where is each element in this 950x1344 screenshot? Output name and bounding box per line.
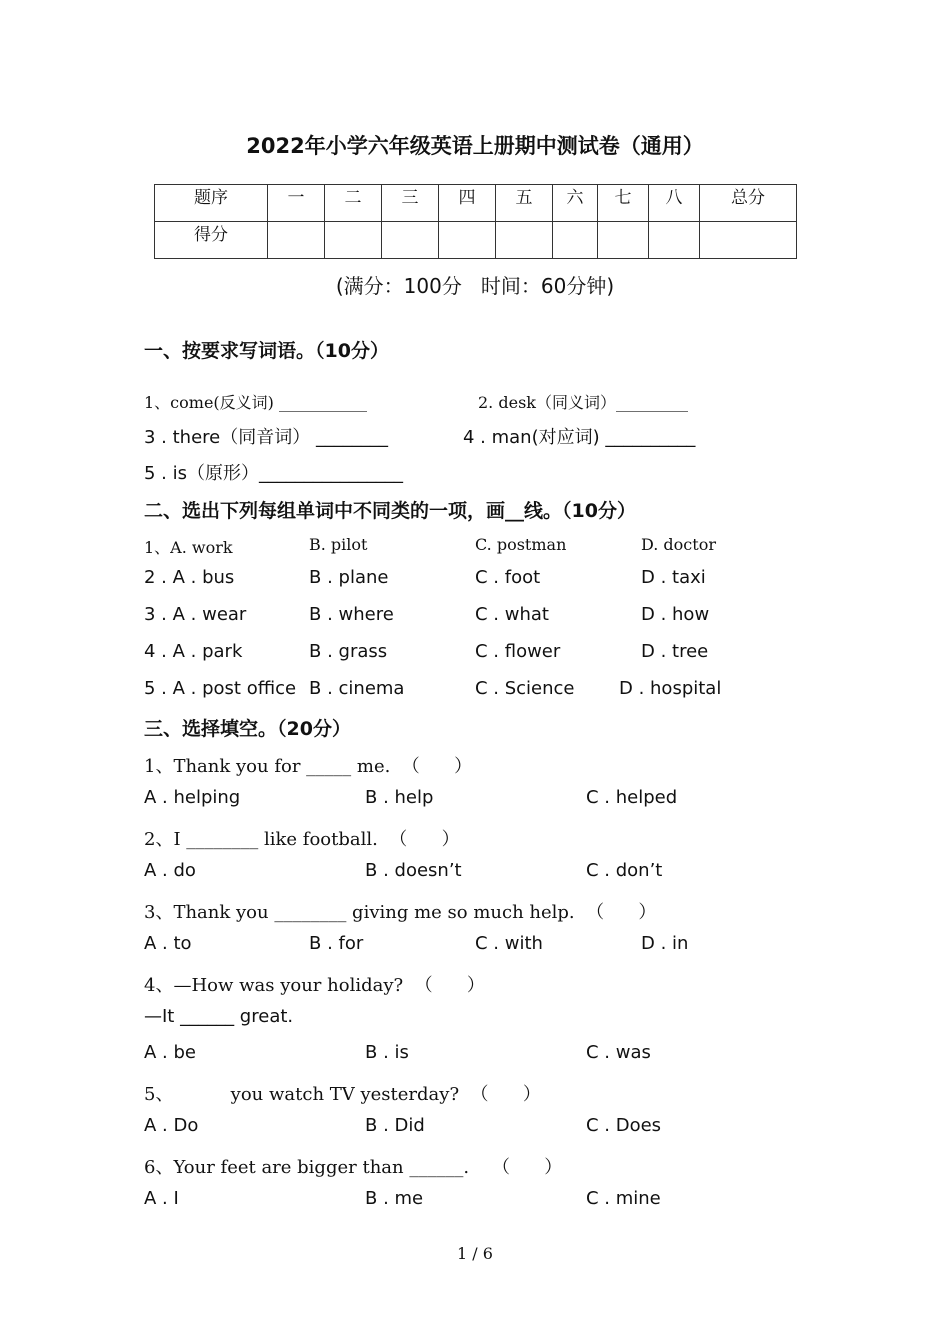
option: C . was <box>586 1042 651 1063</box>
question-line: 4 . man(对应词) __________ <box>463 427 696 448</box>
question-line: 5 . is（原形）________________ <box>144 463 403 484</box>
section-heading: 二、选出下列每组单词中不同类的一项，画__线。（10分） <box>144 500 636 522</box>
option: D . in <box>641 933 689 954</box>
page-number: 1 / 6 <box>457 1244 493 1263</box>
option: B . me <box>365 1188 424 1209</box>
option: A . Do <box>144 1115 199 1136</box>
option: C . helped <box>586 787 678 808</box>
table-cell: 三 <box>382 185 439 222</box>
score-input-cell[interactable] <box>700 222 797 259</box>
table-cell: 得分 <box>155 222 268 259</box>
score-input-cell[interactable] <box>496 222 553 259</box>
option: B . help <box>365 787 434 808</box>
score-input-cell[interactable] <box>553 222 598 259</box>
option: A . helping <box>144 787 241 808</box>
option: C . foot <box>475 567 541 588</box>
table-cell: 五 <box>496 185 553 222</box>
option: A . I <box>144 1188 179 1209</box>
option: B . doesn’t <box>365 860 462 881</box>
table-cell: 总分 <box>700 185 797 222</box>
option: B . is <box>365 1042 409 1063</box>
question-line: 2、I ________ like football. （ ） <box>144 829 460 850</box>
option: D . taxi <box>641 567 706 588</box>
question-line: 2. desk（同义词）_________ <box>478 393 688 412</box>
table-row <box>155 185 797 222</box>
option: C. postman <box>475 535 567 554</box>
question-line: 4、—How was your holiday? （ ） <box>144 975 485 996</box>
score-input-cell[interactable] <box>268 222 325 259</box>
exam-info: (满分：100分 时间：60分钟) <box>335 274 615 298</box>
option: 5 . A . post office <box>144 678 297 699</box>
option: C . mine <box>586 1188 661 1209</box>
option: 2 . A . bus <box>144 567 235 588</box>
question-line: 3、Thank you ________ giving me so much help. （ ） <box>144 902 657 923</box>
option: C . what <box>475 604 549 625</box>
question-line: 6、Your feet are bigger than ______. （ ） <box>144 1157 563 1178</box>
section-heading: 一、按要求写词语。（10分） <box>144 340 389 362</box>
score-input-cell[interactable] <box>649 222 700 259</box>
option: C . don’t <box>586 860 663 881</box>
table-row <box>155 222 797 259</box>
question-line: 5、 you watch TV yesterday? （ ） <box>144 1084 541 1105</box>
option: A . do <box>144 860 196 881</box>
option: 1、A. work <box>144 538 233 557</box>
score-input-cell[interactable] <box>598 222 649 259</box>
score-input-cell[interactable] <box>382 222 439 259</box>
table-cell: 六 <box>553 185 598 222</box>
option: B . grass <box>309 641 388 662</box>
option: 4 . A . park <box>144 641 243 662</box>
score-table <box>154 184 797 259</box>
option: B. pilot <box>309 535 368 554</box>
option: B . plane <box>309 567 389 588</box>
question-line: 3 . there（同音词） ________ <box>144 427 388 448</box>
question-line: 1、Thank you for _____ me. （ ） <box>144 756 473 777</box>
score-input-cell[interactable] <box>325 222 382 259</box>
question-line: 1、come(反义词) ___________ <box>144 393 367 412</box>
option: C . with <box>475 933 543 954</box>
option: A . to <box>144 933 192 954</box>
option: C . Science <box>475 678 575 699</box>
option: B . for <box>309 933 364 954</box>
option: D. doctor <box>641 535 716 554</box>
table-cell: 二 <box>325 185 382 222</box>
table-cell: 七 <box>598 185 649 222</box>
table-cell: 一 <box>268 185 325 222</box>
option: C . flower <box>475 641 561 662</box>
option: C . Does <box>586 1115 662 1136</box>
option: B . cinema <box>309 678 405 699</box>
option: 3 . A . wear <box>144 604 247 625</box>
table-cell: 题序 <box>155 185 268 222</box>
question-line: —It ______ great. <box>144 1006 294 1027</box>
option: A . be <box>144 1042 196 1063</box>
score-input-cell[interactable] <box>439 222 496 259</box>
page-title: 2022年小学六年级英语上册期中测试卷（通用） <box>246 134 704 158</box>
option: D . hospital <box>619 678 722 699</box>
table-cell: 八 <box>649 185 700 222</box>
table-cell: 四 <box>439 185 496 222</box>
option: D . tree <box>641 641 709 662</box>
option: D . how <box>641 604 710 625</box>
section-heading: 三、选择填空。（20分） <box>144 718 351 740</box>
option: B . Did <box>365 1115 425 1136</box>
option: B . where <box>309 604 394 625</box>
